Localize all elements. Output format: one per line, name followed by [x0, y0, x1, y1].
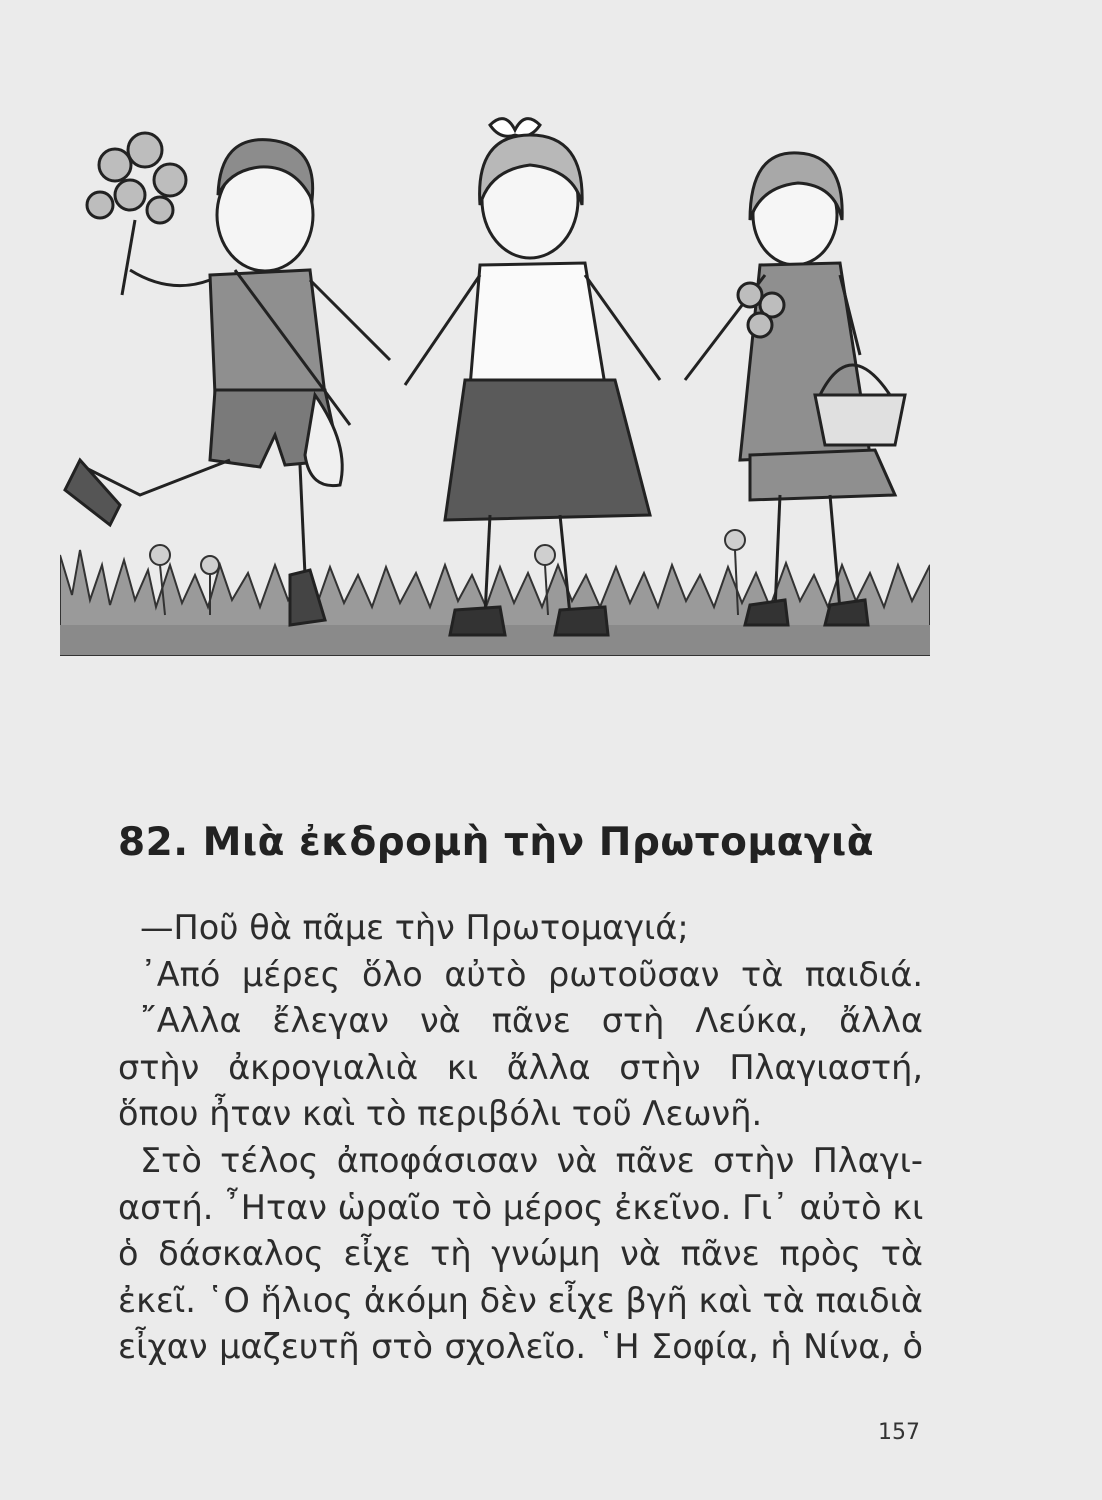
text-line: ὅπου ἦταν καὶ τὸ περιβόλι τοῦ Λεωνῆ.: [118, 1094, 763, 1134]
text-line: ῎Αλλα ἔλεγαν νὰ πᾶνε στὴ Λεύκα, ἄλλα: [140, 1001, 923, 1041]
text-line: στὴν ἀκρογιαλιὰ κι ἄλλα στὴν Πλαγιαστή,: [118, 1047, 923, 1087]
text-line: —Ποῦ θὰ πᾶμε τὴν Πρωτομαγιά;: [140, 908, 689, 947]
text-line: ἐκεῖ. ῾Ο ἥλιος ἀκόμη δὲν εἶχε βγῆ καὶ τὰ παιδιὰ: [118, 1280, 923, 1320]
text-line: εἶχαν μαζευτῆ στὸ σχολεῖο. ῾Η Σοφία, ἡ Νίνα, ὁ: [118, 1327, 923, 1367]
lesson-title: 82. Μιὰ ἐκδρομὴ τὴν Πρωτομαγιὰ: [118, 820, 874, 865]
text-line: ὁ δάσκαλος εἶχε τὴ γνώμη νὰ πᾶνε πρὸς τὰ: [118, 1234, 923, 1274]
text-line: αστή. ῏Ηταν ὡραῖο τὸ μέρος ἐκεῖνο. Γι᾽ αὐτὸ κι: [118, 1187, 924, 1227]
lesson-text: [118, 905, 923, 1371]
text-line: Στὸ τέλος ἀποφάσισαν νὰ πᾶνε στὴν Πλαγι-: [140, 1140, 923, 1180]
children-walking-illustration: [60, 95, 930, 660]
text-line: ᾽Από μέρες ὅλο αὐτὸ ρωτοῦσαν τὰ παιδιά.: [140, 954, 923, 994]
page-number: 157: [878, 1420, 920, 1445]
